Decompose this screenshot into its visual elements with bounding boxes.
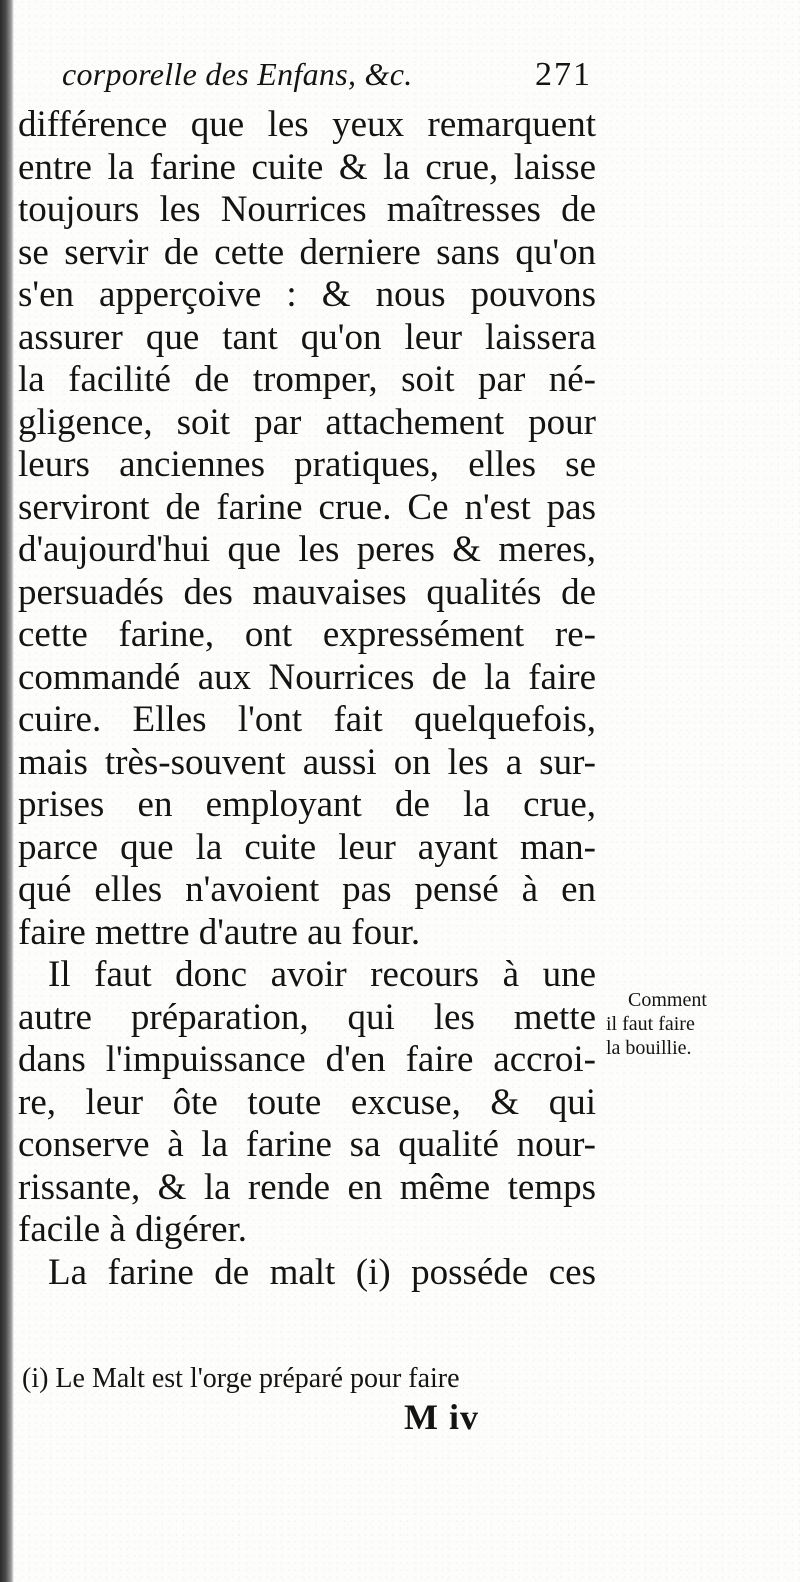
text-line: d'aujourd'hui que les peres & meres, <box>18 529 596 570</box>
text-line: gligence, soit par attachement pour <box>18 401 596 443</box>
text-line: leurs anciennes pratiques, elles se <box>18 444 596 485</box>
signature-mark: M iv <box>404 1397 479 1437</box>
page-header <box>62 50 592 102</box>
text-line: persuadés des mauvaises qualités de <box>18 571 596 613</box>
text-line: assurer que tant qu'on leur laissera <box>18 316 596 358</box>
margin-note-line: la bouillie. <box>606 1037 692 1059</box>
margin-note-line: il faut faire <box>606 1013 695 1035</box>
text-line: conserve à la farine sa qualité nour- <box>18 1124 596 1165</box>
margin-note <box>606 988 776 1060</box>
text-line: toujours les Nourrices maîtresses de <box>18 189 596 230</box>
binding-edge <box>0 0 14 1582</box>
text-line: re, leur ôte toute excuse, & qui <box>18 1081 596 1123</box>
text-line: prises en employant de la crue, <box>18 784 596 825</box>
text-line: cuire. Elles l'ont fait quelquefois, <box>18 699 596 740</box>
page-number: 271 <box>535 56 592 93</box>
text-line: serviront de farine crue. Ce n'est pas <box>18 486 596 528</box>
text-line: autre préparation, qui les mette <box>18 996 596 1038</box>
text-line: Il faut donc avoir recours à une <box>48 954 596 995</box>
text-line: différence que les yeux remarquent <box>18 104 596 145</box>
text-line: rissante, & la rende en même temps <box>18 1166 596 1208</box>
margin-note-line: Comment <box>628 989 707 1011</box>
text-line: faire mettre d'autre au four. <box>18 911 421 953</box>
text-line: s'en apperçoive : & nous pouvons <box>18 274 596 315</box>
running-title: corporelle des Enfans, &c. <box>62 56 413 92</box>
text-line: entre la farine cuite & la crue, laisse <box>18 146 596 188</box>
body-text <box>18 104 596 1294</box>
text-line: se servir de cette derniere sans qu'on <box>18 231 596 273</box>
text-line: qué elles n'avoient pas pensé à en <box>18 869 596 910</box>
text-line: commandé aux Nourrices de la faire <box>18 656 596 698</box>
text-line: mais très-souvent aussi on les a sur- <box>18 741 596 783</box>
text-line: La farine de malt (i) posséde ces <box>48 1251 596 1293</box>
text-line: facile à digérer. <box>18 1209 248 1250</box>
text-line: parce que la cuite leur ayant man- <box>18 826 596 868</box>
text-line: dans l'impuissance d'en faire accroi- <box>18 1039 596 1080</box>
footnote: (i) Le Malt est l'orge préparé pour faire <box>22 1363 460 1394</box>
text-line: la facilité de tromper, soit par né- <box>18 359 596 400</box>
text-line: cette farine, ont expressément re- <box>18 614 596 655</box>
